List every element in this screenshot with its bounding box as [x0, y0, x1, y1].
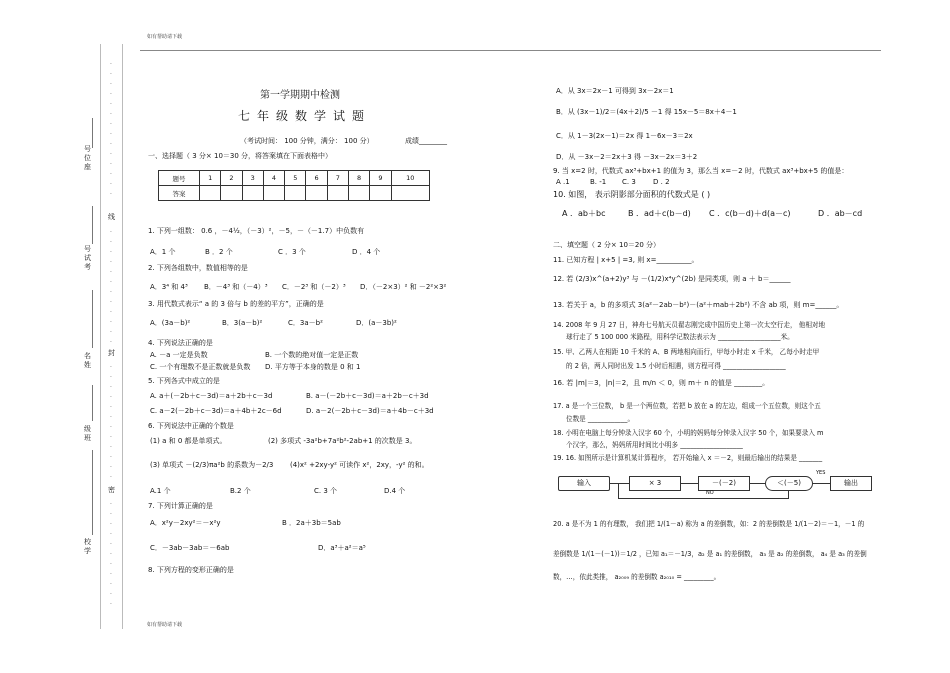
q10-option-d: D ．ab－cd [818, 209, 863, 218]
answer-cell[interactable] [242, 186, 263, 201]
score-field[interactable]: 成绩________ [405, 137, 447, 145]
dotted-line-top: · · · · · · · · · · · · · · [110, 61, 112, 198]
class-label: 级班 [84, 425, 91, 442]
question-11: 11. 已知方程 | x+5 | =3, 则 x=__________。 [553, 256, 699, 264]
q5-option-c: C. a－2(－2b＋c－3d)＝a＋4b＋2c－6d [150, 407, 282, 415]
exam-field-line [92, 206, 93, 244]
flow-arrow [609, 483, 629, 484]
flow-condition: ＜(－5) [765, 476, 813, 491]
question-16: 16. 若 |m|＝3，|n|＝2，且 m/n ＜ 0，则 m＋ n 的值是 ________。 [553, 379, 770, 387]
answer-cell[interactable] [285, 186, 306, 201]
q10-option-b: B ．ad＋c(b－d) [628, 209, 691, 218]
q4-option-a: A. －a 一定是负数 [150, 351, 208, 359]
header-rule [140, 50, 881, 51]
q9-option-d: D . 2 [653, 178, 670, 186]
q1-option-d: D ．4 个 [352, 248, 381, 256]
question-12: 12. 若 (2/3)x^(a+2)y³ 与 －(1/2)x⁴y^(2b) 是同类项，则 a ＋ b＝______ [553, 275, 791, 283]
seat-number-label: 号位座 [84, 145, 91, 171]
name-field-line [92, 290, 93, 348]
seal-secret-label: 密 [108, 486, 115, 494]
question-1: 1. 下列一组数： 0.6 ，－4½，（－3）²，－5，－（－1.7）中负数有 [148, 227, 365, 235]
q9-option-b: B. -1 [590, 178, 607, 186]
question-7: 7. 下列计算正确的是 [148, 502, 213, 510]
table-cell: 3 [242, 171, 263, 186]
name-label: 名姓 [84, 352, 91, 369]
question-14-line1: 14. 2008 年 9 月 27 日，神舟七号航天员翟志刚完成中国历史上第一次太空行走， 他相对地 [553, 321, 826, 329]
flow-arrow [812, 483, 830, 484]
exam-number-label: 号试考 [84, 245, 91, 271]
flow-yes-label: YES [816, 470, 826, 476]
q6-option-d: D.4 个 [384, 487, 406, 495]
table-cell: 5 [285, 171, 306, 186]
q10-option-a: A ．ab＋bc [562, 209, 606, 218]
question-17-line2: 位数是 ____________。 [566, 415, 635, 423]
question-10: 10. 如图， 表示阴影部分面积的代数式是 ( ) [553, 190, 711, 199]
question-3: 3. 用代数式表示“ a 的 3 倍与 b 的差的平方”，正确的是 [148, 300, 324, 308]
flow-arrow [749, 483, 765, 484]
question-18-line1: 18. 小明在电脑上每分钟录入汉字 60 个，小明的妈妈每分钟录入汉字 50 个，如果要录入 m [553, 429, 824, 437]
q6-statement-4: (4)x² +2xy-y² 可读作 x²，2xy，-y² 的和。 [290, 461, 429, 469]
question-6: 6. 下列说法中正确的个数是 [148, 422, 234, 430]
question-5: 5. 下列各式中成立的是 [148, 377, 220, 385]
seal-seal-label: 封 [108, 349, 115, 357]
q3-option-d: D．(a－3b)² [356, 319, 397, 327]
q8-option-c: C．从 1－3(2x－1)＝2x 得 1－6x－3＝2x [556, 132, 693, 140]
flow-no-label: NO [706, 490, 714, 496]
q1-option-b: B ．2 个 [205, 248, 233, 256]
q4-option-b: B. 一个数的绝对值一定是正数 [265, 351, 359, 359]
exam-info: （考试时间： 100 分钟，满分： 100 分） [240, 137, 374, 145]
school-field-line [92, 450, 93, 535]
dotted-line-mid2: · · · · · · · · · · · · [110, 364, 112, 481]
flow-step-multiply: × 3 [629, 476, 681, 491]
flow-input: 输入 [558, 476, 610, 491]
seal-line-label: 线 [108, 213, 115, 221]
answer-cell[interactable] [327, 186, 348, 201]
exam-subtitle: 七年级数学试题 [238, 109, 372, 123]
table-cell: 2 [221, 171, 242, 186]
answer-cell[interactable] [391, 186, 429, 201]
q2-option-c: C．－2³ 和（－2）³ [282, 283, 346, 291]
q5-option-a: A. a＋(－2b＋c－3d)＝a＋2b＋c－3d [150, 392, 273, 400]
q2-option-b: B．－4³ 和（－4）³ [204, 283, 268, 291]
q7-option-a: A．x²y－2xy²＝－x²y [150, 519, 221, 527]
header-note: 如有帮助请下载 [147, 34, 183, 40]
question-18-line2: 个汉字，那么，妈妈所用时间比小明多 ___________________ [566, 441, 743, 449]
answer-table [158, 170, 430, 201]
table-cell: 答案 [159, 186, 200, 201]
question-15-line1: 15. 甲、乙两人在相距 10 千米的 A、B 两地相向而行，甲每小时走 x 千米， 乙每小时走甲 [553, 348, 820, 356]
dotted-line-mid1: · · · · · · · · · · · · [110, 229, 112, 346]
q7-option-d: D．a³＋a²＝a⁵ [318, 544, 366, 552]
q10-option-c: C ．c(b－d)＋d(a－c) [709, 209, 791, 218]
question-19: 19. 16. 如图所示是计算机某计算程序， 若开始输入 x ＝－2，则最后输出的结果是 _______ [553, 454, 823, 462]
question-8: 8. 下列方程的变形正确的是 [148, 566, 234, 574]
question-15-line2: 的 2 倍，两人同时出发 1.5 小时后相遇，则方程可得 ___________________ [566, 362, 786, 370]
answer-cell[interactable] [370, 186, 391, 201]
answer-table-header-row [159, 171, 430, 186]
q6-option-a: A.1 个 [150, 487, 171, 495]
exam-title: 第一学期期中检测 [260, 90, 340, 101]
q5-option-d: D. a－2(－2b＋c－3d)＝a＋4b－c＋3d [306, 407, 434, 415]
question-20-line1: 20. a 是不为 1 的有理数， 我们把 1/(1－a) 称为 a 的差倒数，如：2 的差倒数是 1/(1－2)＝－1，－1 的 [553, 520, 865, 528]
q7-option-c: C．－3ab－3ab＝－6ab [150, 544, 230, 552]
q7-option-b: B ．2a＋3b＝5ab [282, 519, 341, 527]
q3-option-c: C．3a－b² [288, 319, 323, 327]
answer-cell[interactable] [221, 186, 242, 201]
margin-border-right [122, 44, 123, 629]
class-field-line [92, 385, 93, 421]
flow-step-subtract: －(－2) [698, 476, 750, 491]
flow-arrow [680, 483, 698, 484]
q3-option-b: B．3(a－b)² [222, 319, 263, 327]
table-cell: 题号 [159, 171, 200, 186]
q1-option-a: A．1 个 [150, 248, 176, 256]
question-2: 2. 下列各组数中，数值相等的是 [148, 264, 248, 272]
answer-table-answer-row [159, 186, 430, 201]
table-cell: 10 [391, 171, 429, 186]
q9-option-a: A .1 [556, 178, 570, 186]
school-label: 校学 [84, 538, 91, 555]
answer-cell[interactable] [348, 186, 369, 201]
seat-field-line [92, 118, 93, 148]
question-14-line2: 球行走了 5 100 000 米路程，用科学记数法表示为 ___________________米。 [566, 333, 794, 341]
question-4: 4. 下列说法正确的是 [148, 339, 213, 347]
table-cell: 7 [327, 171, 348, 186]
q8-option-b: B．从 (3x－1)/2＝(4x＋2)/5 －1 得 15x－5＝8x＋4－1 [556, 108, 737, 116]
table-cell: 8 [348, 171, 369, 186]
q4-option-d: D. 平方等于本身的数是 0 和 1 [265, 363, 361, 371]
q6-statement-1: (1) a 和 0 都是单项式。 [150, 437, 227, 445]
question-9: 9. 当 x=2 时，代数式 ax³+bx+1 的值为 3，那么当 x=－2 时，代数式 ax³+bx+5 的值是： [553, 167, 849, 175]
q9-option-c: C. 3 [622, 178, 636, 186]
section2-heading: 二、填空题（ 2 分× 10＝20 分） [553, 241, 661, 249]
table-cell: 9 [370, 171, 391, 186]
answer-cell[interactable] [200, 186, 221, 201]
footer-note: 如有帮助请下载 [147, 622, 183, 628]
dotted-line-bottom: · · · · · · · · · · · [110, 501, 112, 608]
q6-statement-3: (3) 单项式 －(2/3)πa²b 的系数为－2/3 [150, 461, 274, 469]
answer-cell[interactable] [263, 186, 284, 201]
q1-option-c: C ．3 个 [278, 248, 306, 256]
q2-option-d: D．（－2×3）² 和 －2²×3² [360, 283, 447, 291]
table-cell: 1 [200, 171, 221, 186]
q6-option-b: B.2 个 [230, 487, 251, 495]
question-17-line1: 17. a 是一个三位数， b 是一个两位数，若把 b 放在 a 的左边，组成一个五位数，则这个五 [553, 402, 821, 410]
flow-loop-line [618, 498, 789, 499]
q8-option-a: A．从 3x＝2x－1 可得到 3x－2x＝1 [556, 87, 674, 95]
q3-option-a: A．(3a－b)² [150, 319, 191, 327]
flow-output: 输出 [830, 476, 872, 491]
answer-cell[interactable] [306, 186, 327, 201]
question-20-line2: 差倒数是 1/(1－(－1))＝1/2 ，已知 a₁＝－1/3，a₂ 是 a₁ 的差倒数， a₃ 是 a₂ 的差倒数， a₄ 是 a₃ 的差倒 [553, 550, 867, 558]
q8-option-d: D．从 －3x－2＝2x＋3 得 －3x－2x＝3＋2 [556, 153, 698, 161]
q2-option-a: A．3⁴ 和 4³ [150, 283, 188, 291]
flow-loop-line [618, 484, 619, 499]
table-cell: 6 [306, 171, 327, 186]
q5-option-b: B. a－(－2b＋c－3d)＝a＋2b－c＋3d [306, 392, 429, 400]
q4-option-c: C. 一个有理数不是正数就是负数 [150, 363, 251, 371]
q6-option-c: C. 3 个 [314, 487, 338, 495]
q6-statement-2: (2) 多项式 -3a²b+7a²b²-2ab+1 的次数是 3。 [268, 437, 417, 445]
margin-border-left [100, 44, 101, 629]
table-cell: 4 [263, 171, 284, 186]
section1-heading: 一、选择题（ 3 分× 10＝30 分，将答案填在下面表格中） [148, 152, 333, 160]
question-13: 13. 若关于 a，b 的多项式 3(a²－2ab－b²)－(a²＋mab＋2b²) 不含 ab 项，则 m=______。 [553, 301, 844, 309]
question-20-line3: 数，…，依此类推， a₂₀₀₉ 的差倒数 a₂₀₁₀ = _________。 [553, 573, 721, 581]
